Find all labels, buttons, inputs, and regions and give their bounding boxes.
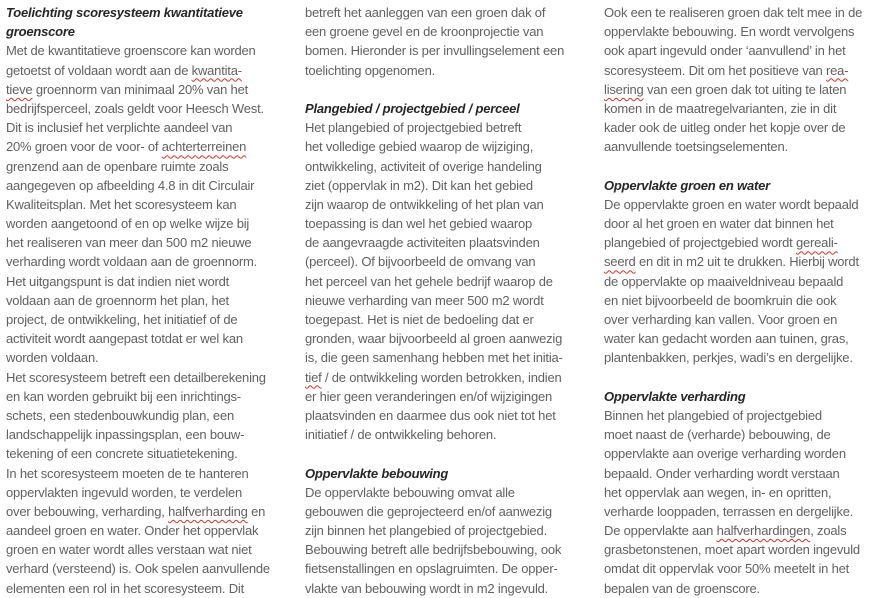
text-line: toegepast. Het is niet de bedoeling dat er xyxy=(305,312,534,327)
text-line: lisering van een groen dak tot uiting te laten xyxy=(604,81,847,97)
text-line: scoresysteem. Dit om het positieve van rea- xyxy=(604,62,849,78)
text-line: fietsenstallingen en opslagruimten. De opper- xyxy=(305,561,558,577)
misspelled-word: achterterreinen xyxy=(161,139,247,155)
misspelled-word: halfverhardingen xyxy=(716,523,811,539)
text-line: en kan worden gebruikt bij een inrichtings- xyxy=(6,388,241,404)
text-line: grenzend aan de openbare ruimte zoals xyxy=(6,158,229,174)
misspelled-word: kwantita- xyxy=(191,62,242,78)
text-line: (perceel). Of bijvoorbeeld de omvang van xyxy=(305,254,536,270)
text-line: verharde looppaden, terrassen en dergelijke. xyxy=(604,503,854,519)
text-line: het realiseren van meer dan 500 m2 nieuwe xyxy=(6,235,252,251)
misspelled-word: seerd xyxy=(604,254,636,270)
text-line: Het scoresysteem betreft een detailberekening xyxy=(6,369,266,385)
column-1 xyxy=(6,3,279,598)
text-line: aanvullende toetsingselementen. xyxy=(604,139,788,155)
text-line: worden voldaan. xyxy=(6,350,99,366)
text-line: over verharding kan vallen. Voor groen en xyxy=(604,312,838,327)
text-line: Het uitgangspunt is dat indien niet wordt xyxy=(6,273,230,289)
text-line: worden aangetoond of en op welke wijze bij xyxy=(6,216,250,232)
text-line: verhard (versteend) is. Ook spelen aanvullende xyxy=(6,561,270,577)
text-line: aandeel groen en water. Onder het oppervlak xyxy=(6,523,259,539)
text-line: tekening of een concrete situatietekening. xyxy=(6,446,238,462)
misspelled-word: tief xyxy=(305,369,322,385)
text-line: plantenbakken, perkjes, wadi’s en dergelijke. xyxy=(604,350,853,366)
text-line: betreft het aanleggen van een groen dak of xyxy=(305,5,546,20)
column-3 xyxy=(604,3,877,598)
text-line: tieve groennorm van minimaal 20% van het xyxy=(6,81,249,97)
text-line: plaatsvinden en daarmee dus ook niet tot het xyxy=(305,407,556,423)
misspelled-word: halfverharding xyxy=(168,503,248,519)
text-line: Ook een te realiseren groen dak telt mee in de xyxy=(604,5,863,20)
misspelled-word: gereali- xyxy=(795,235,838,251)
text-line: het volledige gebied waarop de wijziging, xyxy=(305,139,534,155)
text-line: zijn binnen het plangebied of projectgebied. xyxy=(305,523,548,539)
text-line: grasbetonstenen, moet apart worden ingevuld xyxy=(604,542,860,558)
paragraph-spacer xyxy=(604,157,877,176)
text-line: toepassing is dan wel het gebied waarop xyxy=(305,216,533,232)
text-line: voldaan aan de groennorm het plan, het xyxy=(6,292,229,308)
paragraph-spacer xyxy=(305,80,578,99)
text-line: landschappelijk inpassingsplan, een bouw- xyxy=(6,427,245,443)
section-heading-line: Plangebied / projectgebied / perceel xyxy=(305,100,520,116)
text-line: komen in de maatregelvarianten, zie in dit xyxy=(604,100,837,116)
text-line: schets, een stedenbouwkundig plan, een xyxy=(6,407,235,423)
text-line: In het scoresysteem moeten de te hanteren xyxy=(6,465,249,481)
paragraph-spacer xyxy=(305,444,578,463)
text-line: De oppervlakte aan halfverhardingen, zoals xyxy=(604,523,847,539)
text-line: 20% groen voor de voor- of achterterreinen xyxy=(6,139,247,155)
text-line: het oppervlak aan wegen, in- en opritten, xyxy=(604,484,832,500)
text-line: initiatief / de ontwikkeling behoren. xyxy=(305,427,497,443)
text-line: is, die geen samenhang hebben met het initia- xyxy=(305,350,563,366)
text-line: bepaald. Onder verharding wordt verstaan xyxy=(604,465,840,481)
text-line: de oppervlakte op maaiveldniveau bepaald xyxy=(604,273,844,289)
text-line: verharding wordt voldaan aan de groennorm. xyxy=(6,254,258,270)
text-line: Kwaliteitsplan. Met het scoresysteem kan xyxy=(6,196,237,212)
section-heading-line: Oppervlakte groen en water xyxy=(604,177,771,193)
text-line: zijn waarop de ontwikkeling of het plan van xyxy=(305,196,544,212)
text-line: omdat dit oppervlak voor 50% meetelt in het xyxy=(604,561,850,577)
section-heading-line: Oppervlakte bebouwing xyxy=(305,465,449,481)
text-line: activiteit wordt aangepast totdat er wel kan xyxy=(6,331,243,347)
text-line: oppervlakten ingevuld worden, te verdelen xyxy=(6,484,243,500)
text-line: Binnen het plangebied of projectgebied xyxy=(604,407,822,423)
text-line: een groene gevel en de kroonprojectie van xyxy=(305,24,544,40)
text-line: Dit is inclusief het verplichte aandeel van xyxy=(6,120,233,136)
text-line: en niet bijvoorbeeld de boomkruin die ook xyxy=(604,292,837,308)
paragraph-spacer xyxy=(604,368,877,387)
section-heading-line: Toelichting scoresysteem kwantitatieve xyxy=(6,5,243,20)
text-line: bomen. Hieronder is per invullingselement een xyxy=(305,43,565,59)
text-line: ontwikkeling, activiteit of overige handeling xyxy=(305,158,542,174)
text-line: Het plangebied of projectgebied betreft xyxy=(305,120,522,136)
text-line: bepalen van de groenscore. xyxy=(604,580,760,596)
text-line: oppervlakte bebouwing. En wordt vervolgens xyxy=(604,24,855,40)
text-line: door al het groen en water dat binnen het xyxy=(604,216,834,232)
text-line: tief / de ontwikkeling worden betrokken, indien xyxy=(305,369,562,385)
text-line: getoetst of voldaan wordt aan de kwantita- xyxy=(6,62,242,78)
text-line: moet naast de (verharde) bebouwing, de xyxy=(604,427,831,443)
text-line: Bebouwing betreft alle bedrijfsbebouwing, ook xyxy=(305,542,562,558)
text-line: De oppervlakte groen en water wordt bepaald xyxy=(604,196,859,212)
text-line: aangegeven op afbeelding 4.8 in dit Circulair xyxy=(6,177,255,193)
text-line: over bebouwing, verharding, halfverharding en xyxy=(6,503,266,519)
text-line: ook apart ingevuld onder ‘aanvullend’ in het xyxy=(604,43,846,59)
text-line: gronden, waar bijvoorbeeld al groen aanwezig xyxy=(305,331,563,347)
text-line: kader ook de uitleg onder het kopje over de xyxy=(604,120,846,136)
text-line: De oppervlakte bebouwing omvat alle xyxy=(305,484,515,500)
text-line: ziet (oppervlak in m2). Dit kan het gebied xyxy=(305,177,533,193)
text-line: plangebied of projectgebied wordt gereali- xyxy=(604,235,838,251)
text-line: vlakte van bebouwing wordt in m2 ingevuld. xyxy=(305,580,549,596)
text-line: bedrijfsperceel, zoals geldt voor Heesch West. xyxy=(6,100,264,116)
misspelled-word: rea- xyxy=(825,62,849,78)
text-line: water kan gedacht worden aan tuinen, gras, xyxy=(604,331,849,347)
text-line: toelichting opgenomen. xyxy=(305,62,436,78)
misspelled-word: tieve xyxy=(6,81,33,97)
section-heading-line: groenscore xyxy=(6,24,75,40)
misspelled-word: lisering xyxy=(604,81,644,97)
text-line: de aangevraagde activiteiten plaatsvinden xyxy=(305,235,540,251)
text-line: nieuwe verharding van meer 500 m2 wordt xyxy=(305,292,544,308)
text-line: oppervlakte aan overige verharding worden xyxy=(604,446,846,462)
text-line: groen en water wordt alles verstaan wat niet xyxy=(6,542,252,558)
text-line: seerd en dit in m2 uit te drukken. Hierbij wordt xyxy=(604,254,859,270)
column-2 xyxy=(305,3,578,598)
text-line: Met de kwantitatieve groenscore kan worden xyxy=(6,43,256,59)
text-line: gebouwen die geprojecteerd en/of aanwezig xyxy=(305,503,552,519)
text-line: er hier geen veranderingen en/of wijzigingen xyxy=(305,388,553,404)
text-line: het perceel van het gehele bedrijf waarop de xyxy=(305,273,553,289)
text-line: elementen een rol in het scoresysteem. Dit xyxy=(6,580,244,596)
text-line: project, de ontwikkeling, het initiatief of de xyxy=(6,312,238,327)
section-heading-line: Oppervlakte verharding xyxy=(604,388,746,404)
